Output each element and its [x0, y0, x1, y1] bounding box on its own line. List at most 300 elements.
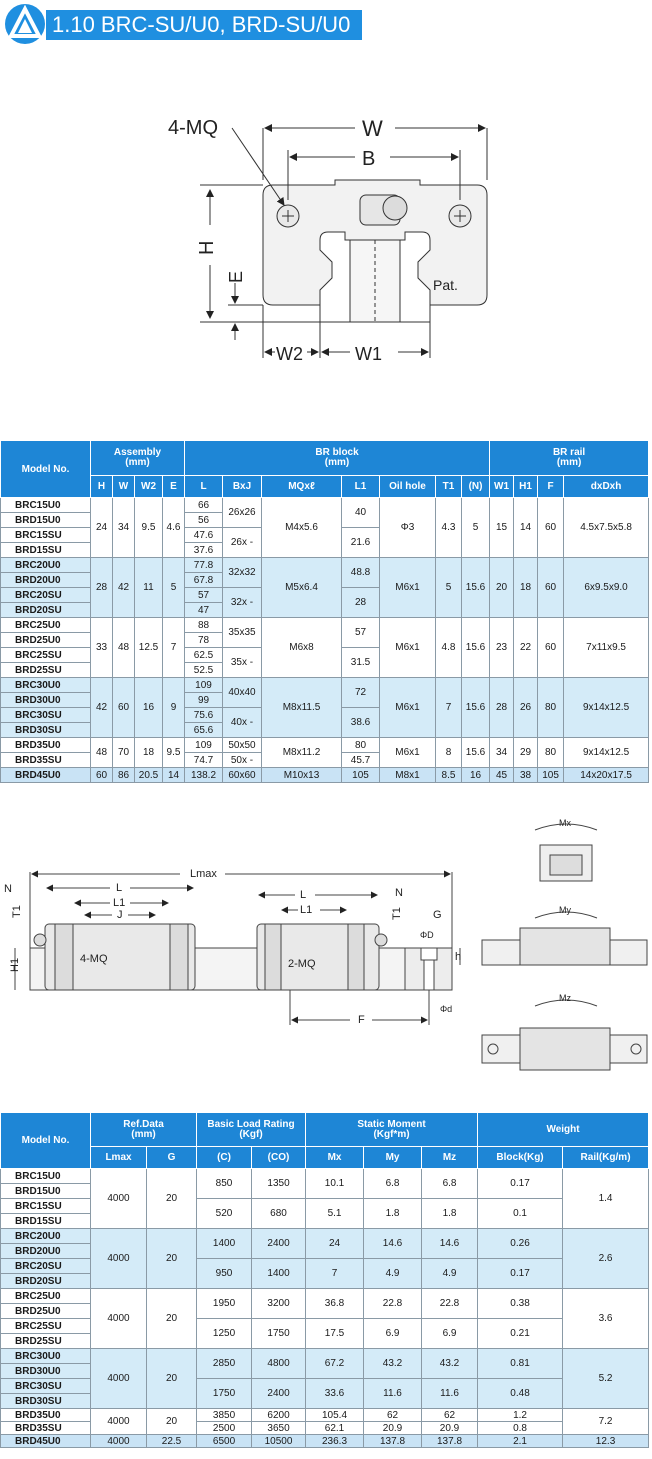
mz-label: Mz [559, 993, 571, 1003]
table-cell: M8x11.5 [262, 678, 342, 738]
j-label: J [117, 909, 123, 921]
table-cell: 72 [342, 678, 380, 708]
table-cell: 10.1 [306, 1169, 364, 1199]
model-number: BRD25U0 [1, 1304, 91, 1319]
l1-label-right: L1 [300, 904, 313, 916]
column-header: My [364, 1147, 422, 1169]
table-cell: 35x - [223, 648, 262, 678]
table-cell: 15 [490, 498, 514, 558]
t1-label-right: T1 [391, 907, 403, 920]
table-cell: 23 [490, 618, 514, 678]
table-cell: 1400 [197, 1229, 252, 1259]
model-number: BRD20U0 [1, 1244, 91, 1259]
model-number: BRD30SU [1, 1394, 91, 1409]
w1-label: W1 [355, 344, 382, 364]
table-cell: 34 [490, 738, 514, 768]
table-cell: 57 [185, 588, 223, 603]
table-cell: 5 [462, 498, 490, 558]
table-cell: 2.1 [478, 1435, 563, 1448]
column-header: (N) [462, 476, 490, 498]
table-cell: 31.5 [342, 648, 380, 678]
column-header: L [185, 476, 223, 498]
table-cell: 4.9 [422, 1259, 478, 1289]
table-cell: 20.9 [364, 1422, 422, 1435]
column-header: G [147, 1147, 197, 1169]
table-row [1, 738, 649, 753]
table-cell: 50x - [223, 753, 262, 768]
table-row [1, 498, 649, 513]
page-title: 1.10 BRC-SU/U0, BRD-SU/U0 [46, 10, 362, 40]
model-number: BRD15SU [1, 543, 91, 558]
table-cell: 1.4 [563, 1169, 649, 1229]
model-number: BRD15U0 [1, 513, 91, 528]
table-cell: 2.6 [563, 1229, 649, 1289]
table-cell: 33.6 [306, 1379, 364, 1409]
table-cell: 38 [514, 768, 538, 783]
w2-label: W2 [276, 344, 303, 364]
table-cell: 18 [135, 738, 163, 768]
table-cell: 137.8 [422, 1435, 478, 1448]
table-cell: M8x1 [380, 768, 436, 783]
table-cell: 4000 [91, 1289, 147, 1349]
table-row [1, 618, 649, 633]
table-cell: 28 [342, 588, 380, 618]
table-cell: 5.2 [563, 1349, 649, 1409]
table-cell: 48 [91, 738, 113, 768]
model-number: BRD30SU [1, 723, 91, 738]
table-cell: 4800 [252, 1349, 306, 1379]
model-number: BRD25U0 [1, 633, 91, 648]
table-cell: 60 [91, 768, 113, 783]
column-header: BxJ [223, 476, 262, 498]
table-cell: 20.9 [422, 1422, 478, 1435]
mq4-label: 4-MQ [80, 953, 108, 965]
table-cell: 80 [342, 738, 380, 753]
table-cell: 4000 [91, 1435, 147, 1448]
table-cell: 0.26 [478, 1229, 563, 1259]
table-cell: 14 [514, 498, 538, 558]
table-cell: 74.7 [185, 753, 223, 768]
table-cell: 1400 [252, 1259, 306, 1289]
table-cell: 40x - [223, 708, 262, 738]
table-cell: 37.6 [185, 543, 223, 558]
mq2-label: 2-MQ [288, 958, 316, 970]
table-cell: 56 [185, 513, 223, 528]
column-header: H [91, 476, 113, 498]
table-cell: 3650 [252, 1422, 306, 1435]
table-cell: 40x40 [223, 678, 262, 708]
model-number: BRC15SU [1, 528, 91, 543]
table-cell: M6x1 [380, 618, 436, 678]
model-number: BRC20SU [1, 588, 91, 603]
table-cell: 24 [91, 498, 113, 558]
table-cell: 7 [436, 678, 462, 738]
model-number: BRC30SU [1, 1379, 91, 1394]
table-cell: M6x1 [380, 678, 436, 738]
table-cell: 9x14x12.5 [564, 678, 649, 738]
table-cell: 33 [91, 618, 113, 678]
f-label: F [358, 1014, 365, 1026]
table-cell: 42 [113, 558, 135, 618]
column-header: T1 [436, 476, 462, 498]
model-number: BRD25SU [1, 663, 91, 678]
b-label: B [362, 148, 376, 170]
table-cell: 65.6 [185, 723, 223, 738]
table-cell: 15.6 [462, 558, 490, 618]
column-header: Oil hole [380, 476, 436, 498]
table-cell: 1.8 [422, 1199, 478, 1229]
g-label: G [433, 909, 442, 921]
table-cell: 62 [422, 1409, 478, 1422]
table-cell: 6500 [197, 1435, 252, 1448]
table-cell: 40 [342, 498, 380, 528]
table-cell: 9.5 [163, 738, 185, 768]
table-cell: 138.2 [185, 768, 223, 783]
table-cell: 1350 [252, 1169, 306, 1199]
table-cell: 8.5 [436, 768, 462, 783]
model-number: BRD30U0 [1, 693, 91, 708]
model-number: BRC15U0 [1, 498, 91, 513]
model-number: BRD35U0 [1, 1409, 91, 1422]
column-header: MQxℓ [262, 476, 342, 498]
table-cell: 45.7 [342, 753, 380, 768]
column-header: W2 [135, 476, 163, 498]
model-number: BRC20U0 [1, 1229, 91, 1244]
table-cell: 15.6 [462, 618, 490, 678]
table-cell: 4.9 [364, 1259, 422, 1289]
table-cell: 78 [185, 633, 223, 648]
column-header: Mx [306, 1147, 364, 1169]
h-label: H [196, 240, 218, 255]
table-cell: 20 [490, 558, 514, 618]
table-cell: 18 [514, 558, 538, 618]
table-cell: 5.1 [306, 1199, 364, 1229]
column-header: L1 [342, 476, 380, 498]
table-cell: 70 [113, 738, 135, 768]
table-row [1, 768, 649, 783]
column-header: (CO) [252, 1147, 306, 1169]
table-cell: 45 [490, 768, 514, 783]
table-cell: 7 [163, 618, 185, 678]
rail-header: BR rail (mm) [490, 441, 649, 476]
table-cell: 520 [197, 1199, 252, 1229]
model-number: BRD35U0 [1, 738, 91, 753]
table-cell: 80 [538, 738, 564, 768]
table-cell: 20.5 [135, 768, 163, 783]
my-label: My [559, 905, 571, 915]
table-cell: 20 [147, 1289, 197, 1349]
n-label-right: N [395, 887, 403, 899]
dimension-table [0, 440, 649, 783]
model-number: BRD20SU [1, 1274, 91, 1289]
table-cell: 4000 [91, 1409, 147, 1435]
mq-label: 4-MQ [168, 117, 218, 139]
table-cell: 60 [538, 498, 564, 558]
table-cell: 14.6 [364, 1229, 422, 1259]
table-row [1, 1409, 649, 1422]
table-row [1, 1289, 649, 1304]
model-number: BRD45U0 [1, 1435, 91, 1448]
table-cell: 50x50 [223, 738, 262, 753]
column-header: W [113, 476, 135, 498]
table-cell: M6x1 [380, 558, 436, 618]
table-cell: 4000 [91, 1349, 147, 1409]
table-cell: 22 [514, 618, 538, 678]
table-cell: 3.6 [563, 1289, 649, 1349]
model-number: BRC15SU [1, 1199, 91, 1214]
table-cell: 26x26 [223, 498, 262, 528]
model-number: BRD45U0 [1, 768, 91, 783]
table-cell: 950 [197, 1259, 252, 1289]
table-cell: Φ3 [380, 498, 436, 558]
table-cell: 42 [91, 678, 113, 738]
column-header: E [163, 476, 185, 498]
h1-label: H1 [9, 957, 21, 972]
column-header: dxDxh [564, 476, 649, 498]
table-cell: 48 [113, 618, 135, 678]
table-cell: 4.6 [163, 498, 185, 558]
model-number: BRC25SU [1, 1319, 91, 1334]
table-cell: 20 [147, 1229, 197, 1289]
table-cell: 32x - [223, 588, 262, 618]
t1-label-left: T1 [11, 905, 23, 918]
model-number: BRC25U0 [1, 618, 91, 633]
table-cell: 0.21 [478, 1319, 563, 1349]
column-header: (C) [197, 1147, 252, 1169]
model-number: BRC30U0 [1, 678, 91, 693]
weight-header: Weight [478, 1113, 649, 1147]
table-cell: 8 [436, 738, 462, 768]
table-cell: 5 [436, 558, 462, 618]
table-cell: 1750 [252, 1319, 306, 1349]
table-cell: 99 [185, 693, 223, 708]
table-cell: 67.2 [306, 1349, 364, 1379]
table-cell: 4.8 [436, 618, 462, 678]
table-cell: 57 [342, 618, 380, 648]
model-number: BRD35SU [1, 1422, 91, 1435]
table-cell: 6.8 [364, 1169, 422, 1199]
table-row [1, 558, 649, 573]
lmax-label: Lmax [190, 868, 217, 880]
load-header: Basic Load Rating (Kgf) [197, 1113, 306, 1147]
table-cell: 11 [135, 558, 163, 618]
table-cell: 14 [163, 768, 185, 783]
cross-section-drawing [0, 0, 652, 420]
table-cell: 22.5 [147, 1435, 197, 1448]
model-number: BRD20U0 [1, 573, 91, 588]
table-cell: 109 [185, 738, 223, 753]
table-cell: 16 [462, 768, 490, 783]
table-row [1, 678, 649, 693]
ref-header: Ref.Data (mm) [91, 1113, 197, 1147]
l-label-right: L [300, 889, 307, 901]
table-cell: 3850 [197, 1409, 252, 1422]
model-header: Model No. [1, 441, 91, 498]
model-number: BRD35SU [1, 753, 91, 768]
table-cell: 88 [185, 618, 223, 633]
table-cell: 6.9 [364, 1319, 422, 1349]
table-cell: 137.8 [364, 1435, 422, 1448]
table-cell: 21.6 [342, 528, 380, 558]
moment-header: Static Moment (Kgf*m) [306, 1113, 478, 1147]
column-header: Mz [422, 1147, 478, 1169]
table-cell: 62.1 [306, 1422, 364, 1435]
table-cell: M8x11.2 [262, 738, 342, 768]
table-cell: M5x6.4 [262, 558, 342, 618]
table-cell: 0.1 [478, 1199, 563, 1229]
table-cell: 28 [490, 678, 514, 738]
l1-label-left: L1 [113, 897, 126, 909]
table-cell: 0.81 [478, 1349, 563, 1379]
mx-label: Mx [559, 818, 571, 828]
table-cell: M10x13 [262, 768, 342, 783]
table-cell: 850 [197, 1169, 252, 1199]
table-cell: 60 [113, 678, 135, 738]
table-cell: 15.6 [462, 678, 490, 738]
table-cell: 9.5 [135, 498, 163, 558]
table-row [1, 1349, 649, 1364]
table-cell: 12.5 [135, 618, 163, 678]
model-number: BRC20U0 [1, 558, 91, 573]
model-number: BRD25SU [1, 1334, 91, 1349]
table-cell: 43.2 [364, 1349, 422, 1379]
table-cell: 2400 [252, 1379, 306, 1409]
assembly-header: Assembly (mm) [91, 441, 185, 476]
table-cell: 52.5 [185, 663, 223, 678]
table-cell: 6x9.5x9.0 [564, 558, 649, 618]
table-cell: 86 [113, 768, 135, 783]
table-cell: 75.6 [185, 708, 223, 723]
table-cell: 48.8 [342, 558, 380, 588]
table-cell: 0.8 [478, 1422, 563, 1435]
model-number: BRC30SU [1, 708, 91, 723]
table-cell: M6x1 [380, 738, 436, 768]
table-cell: 6.9 [422, 1319, 478, 1349]
table-cell: 26 [514, 678, 538, 738]
table-cell: M6x8 [262, 618, 342, 678]
model-number: BRC30U0 [1, 1349, 91, 1364]
table-row [1, 1435, 649, 1448]
table-cell: 77.8 [185, 558, 223, 573]
table-cell: 34 [113, 498, 135, 558]
table-cell: 236.3 [306, 1435, 364, 1448]
model-header-2: Model No. [1, 1113, 91, 1169]
phiD-label: ΦD [420, 930, 434, 940]
model-number: BRD15SU [1, 1214, 91, 1229]
table-cell: 47.6 [185, 528, 223, 543]
column-header: Block(Kg) [478, 1147, 563, 1169]
table-cell: 7x11x9.5 [564, 618, 649, 678]
table-cell: 105 [538, 768, 564, 783]
table-cell: 12.3 [563, 1435, 649, 1448]
column-header: Rail(Kg/m) [563, 1147, 649, 1169]
table-cell: 20 [147, 1169, 197, 1229]
table-cell: 6.8 [422, 1169, 478, 1199]
table-cell: 1750 [197, 1379, 252, 1409]
table-cell: 4000 [91, 1229, 147, 1289]
table-cell: 109 [185, 678, 223, 693]
table-cell: 22.8 [364, 1289, 422, 1319]
table-cell: 80 [538, 678, 564, 738]
table-cell: 0.38 [478, 1289, 563, 1319]
load-rating-table [0, 1112, 649, 1448]
table-cell: 43.2 [422, 1349, 478, 1379]
side-view-drawing [0, 800, 652, 1100]
w-label: W [362, 116, 383, 141]
table-row [1, 1169, 649, 1184]
table-cell: 60 [538, 558, 564, 618]
table-cell: 67.8 [185, 573, 223, 588]
table-cell: 62.5 [185, 648, 223, 663]
table-cell: 7.2 [563, 1409, 649, 1435]
e-label: E [226, 270, 246, 283]
model-number: BRC25SU [1, 648, 91, 663]
table-cell: 35x35 [223, 618, 262, 648]
table-cell: 5 [163, 558, 185, 618]
table-cell: 20 [147, 1409, 197, 1435]
table-cell: 0.17 [478, 1259, 563, 1289]
table-cell: 4.3 [436, 498, 462, 558]
n-label-left: N [4, 883, 12, 895]
table-cell: 105.4 [306, 1409, 364, 1422]
table-cell: 47 [185, 603, 223, 618]
table-cell: 7 [306, 1259, 364, 1289]
table-cell: 11.6 [364, 1379, 422, 1409]
table-cell: 29 [514, 738, 538, 768]
column-header: F [538, 476, 564, 498]
table-cell: 2400 [252, 1229, 306, 1259]
table-cell: 20 [147, 1349, 197, 1409]
table-cell: 17.5 [306, 1319, 364, 1349]
model-number: BRD20SU [1, 603, 91, 618]
table-cell: 105 [342, 768, 380, 783]
table-cell: 9x14x12.5 [564, 738, 649, 768]
table-cell: 32x32 [223, 558, 262, 588]
table-cell: 2850 [197, 1349, 252, 1379]
table-cell: 1.8 [364, 1199, 422, 1229]
table-cell: 14.6 [422, 1229, 478, 1259]
table-cell: 24 [306, 1229, 364, 1259]
model-number: BRC15U0 [1, 1169, 91, 1184]
table-cell: 4.5x7.5x5.8 [564, 498, 649, 558]
table-cell: 3200 [252, 1289, 306, 1319]
table-cell: 4000 [91, 1169, 147, 1229]
table-cell: 1250 [197, 1319, 252, 1349]
table-row [1, 1229, 649, 1244]
table-cell: 15.6 [462, 738, 490, 768]
phid-label: Φd [440, 1004, 453, 1014]
table-cell: 38.6 [342, 708, 380, 738]
column-header: W1 [490, 476, 514, 498]
table-cell: 26x - [223, 528, 262, 558]
table-cell: 9 [163, 678, 185, 738]
table-cell: 60x60 [223, 768, 262, 783]
table-cell: 22.8 [422, 1289, 478, 1319]
table-cell: 0.48 [478, 1379, 563, 1409]
table-cell: 36.8 [306, 1289, 364, 1319]
table-cell: 14x20x17.5 [564, 768, 649, 783]
column-header: Lmax [91, 1147, 147, 1169]
table-cell: 11.6 [422, 1379, 478, 1409]
model-number: BRD30U0 [1, 1364, 91, 1379]
table-cell: 680 [252, 1199, 306, 1229]
table-cell: 1950 [197, 1289, 252, 1319]
model-number: BRC20SU [1, 1259, 91, 1274]
table-cell: 62 [364, 1409, 422, 1422]
model-number: BRD15U0 [1, 1184, 91, 1199]
h-small-label: h [455, 951, 462, 963]
table-cell: 66 [185, 498, 223, 513]
